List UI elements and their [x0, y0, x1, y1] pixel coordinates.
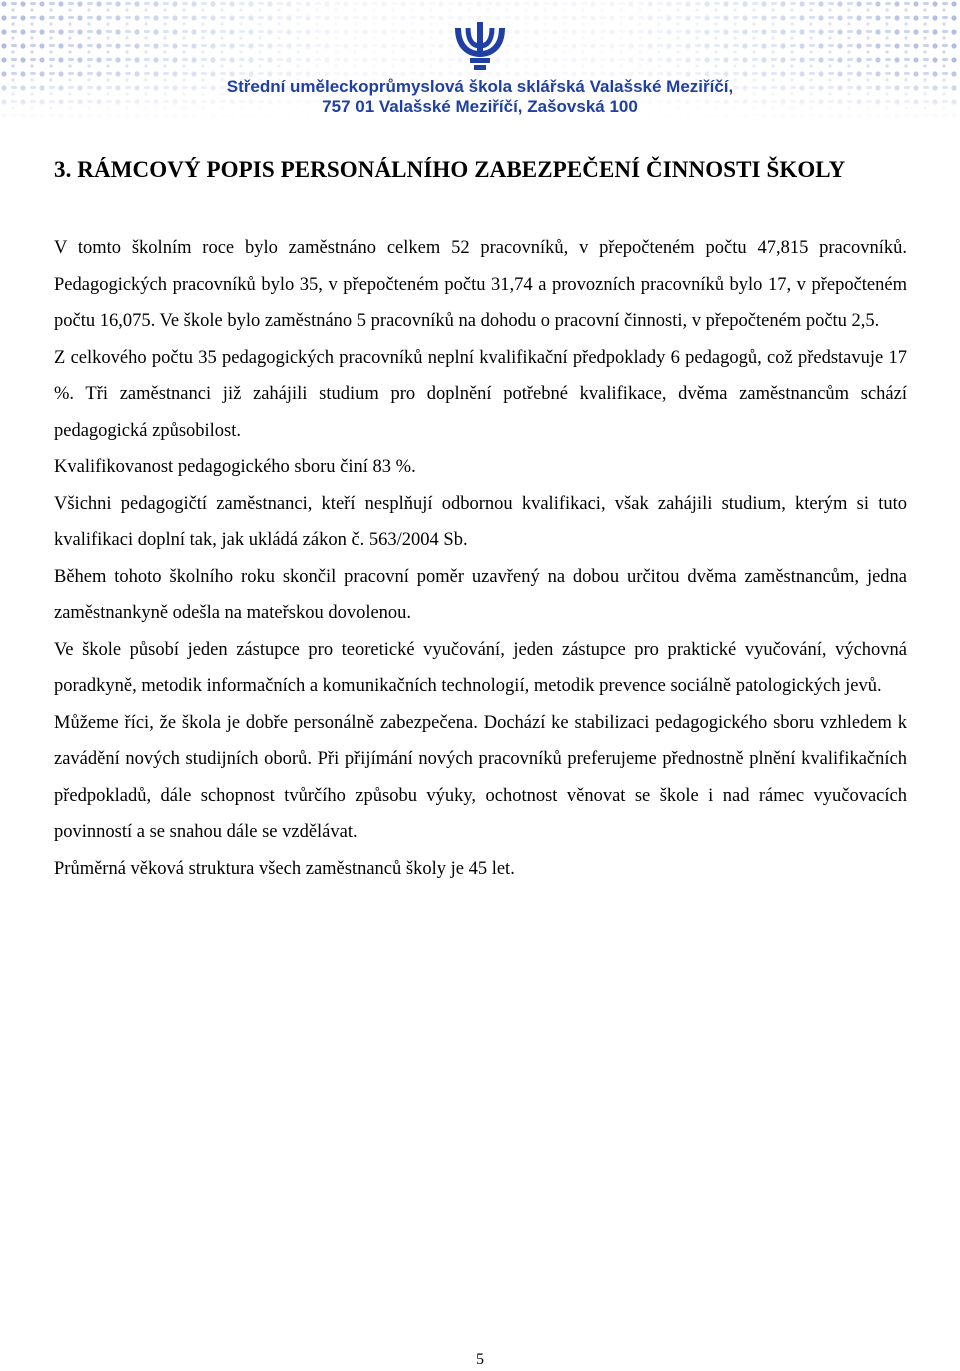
page-number: 5 [476, 1351, 484, 1368]
school-logo-icon [450, 18, 510, 74]
section-body [54, 230, 907, 887]
school-address: 757 01 Valašské Meziříčí, Zašovská 100 [322, 97, 638, 116]
section-heading: 3. RÁMCOVÝ POPIS PERSONÁLNÍHO ZABEZPEČENÍ ČINNOSTI ŠKOLY [54, 157, 846, 182]
paragraph-qualification-rate: Kvalifikovanost pedagogického sboru činí 83 %. [54, 457, 416, 477]
school-name: Střední uměleckoprůmyslová škola sklářská Valašské Meziříčí, [226, 77, 734, 96]
paragraph-average-age: Průměrná věková struktura všech zaměstnanců školy je 45 let. [54, 858, 515, 879]
paragraph-staff-counts: V tomto školním roce bylo zaměstnáno celkem 52 pracovníků, v přepočteném počtu 47,815 pracovníků. Pedagogických pracovníků bylo 35, v přepočteném počtu 31,74 a provozních pracovníků bylo 17, v přepočteném počtu 16,075. Ve škole bylo zaměstnáno 5 pracovníků na dohodu o pracovní činnosti, v přepočteném počtu 2,5. [54, 238, 907, 331]
paragraph-assessment: Můžeme říci, že škola je dobře personálně zabezpečena. Dochází ke stabilizaci pedagogického sboru vzhledem k zavádění nových studijních oborů. Při přijímání nových pracovníků preferujeme přednostně plnění kvalifikačních předpokladů, dále schopnost tvůrčího způsobu výuky, ochotnost věnovat se škole i nad rámec vyučovacích povinností a se snahou dále se vzdělávat. [54, 712, 907, 842]
paragraph-roles: Ve škole působí jeden zástupce pro teoretické vyučování, jeden zástupce pro praktické vyučování, výchovná poradkyně, metodik informačních a komunikačních technologií, metodik prevence sociálně patologických jevů. [54, 639, 907, 696]
paragraph-staff-changes: Během tohoto školního roku skončil pracovní poměr uzavřený na dobou určitou dvěma zaměstnancům, jedna zaměstnankyně odešla na mateřskou dovolenou. [54, 566, 907, 623]
page-header [0, 0, 960, 120]
paragraph-study-progress: Všichni pedagogičtí zaměstnanci, kteří nesplňují odbornou kvalifikaci, však zahájili studium, kterým si tuto kvalifikaci doplní tak, jak ukládá zákon č. 563/2004 Sb. [54, 493, 907, 550]
paragraph-qualification-gap: Z celkového počtu 35 pedagogických pracovníků neplní kvalifikační předpoklady 6 pedagogů, což představuje 17 %. Tři zaměstnanci již zahájili studium pro doplnění potřebné kvalifikace, dvěma zaměstnancům schází pedagogická způsobilost. [54, 347, 907, 441]
